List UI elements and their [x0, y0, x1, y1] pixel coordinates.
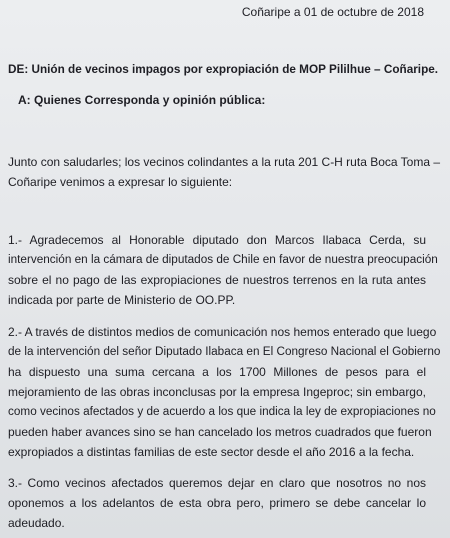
intro-line-1: Junto con saludarles; los vecinos colindantes a la ruta 201 C-H ruta Boca Toma – — [8, 155, 441, 169]
point3-line-2: oponemos a los adelantos de esta obra pero, primero se debe cancelar lo — [8, 496, 426, 510]
point2-line-5: como vecinos afectados y de acuerdo a los que indica la ley de expropiaciones no — [8, 405, 436, 418]
point3-line-3: adeudado. — [8, 516, 65, 530]
point2-line-4: mejoramiento de las obras inconclusas por la empresa Ingeproc; sin embargo, — [8, 385, 426, 399]
point2-line-2: de la intervención del señor Diputado Ilabaca en El Congreso Nacional el Gobierno — [8, 345, 441, 358]
point2-line-6: pueden haber avances sino se han cancelado los metros cuadrados que fueron — [8, 425, 432, 439]
letter-to: A: Quienes Corresponda y opinión pública: — [18, 93, 266, 107]
point2-line-7: expropiados a distintas familias de este sector desde el año 2016 a la fecha. — [8, 445, 415, 459]
letter-date: Coñaripe a 01 de octubre de 2018 — [241, 5, 424, 19]
point1-line-1: 1.- Agradecemos al Honorable diputado don Marcos Ilabaca Cerda, su — [8, 233, 426, 247]
point1-line-4: indicada por parte de Ministerio de OO.PP. — [8, 293, 236, 307]
point2-line-1: 2.- A través de distintos medios de comunicación nos hemos enterado que luego — [8, 325, 437, 339]
intro-line-2: Coñaripe venimos a expresar lo siguiente: — [8, 175, 233, 189]
letter-from: DE: Unión de vecinos impagos por expropiación de MOP Pililhue – Coñaripe. — [8, 63, 439, 76]
point1-line-2: intervención en la cámara de diputados de Chile en favor de nuestra preocupación — [8, 253, 438, 266]
point2-line-3: ha dispuesto una suma cercana a los 1700 Millones de pesos para el — [8, 365, 426, 379]
point3-line-1: 3.- Como vecinos afectados queremos dejar en claro que nosotros no nos — [8, 476, 426, 490]
point1-line-3: sobre el no pago de las expropiaciones de nuestros terrenos en la ruta antes — [8, 273, 426, 287]
